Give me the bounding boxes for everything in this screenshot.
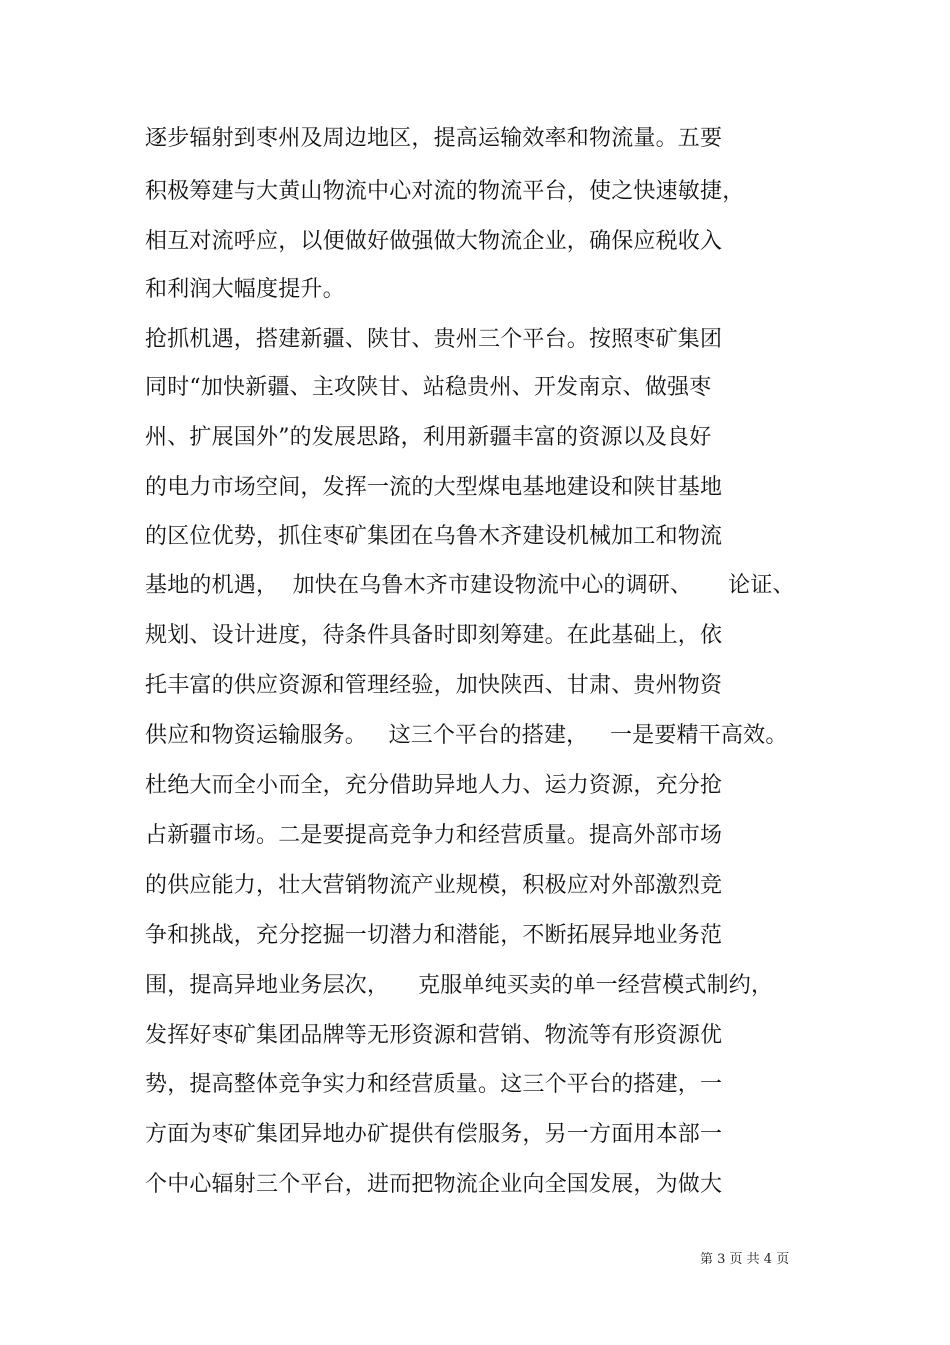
text-line: 托丰富的供应资源和管理经验，加快陕西、甘肃、贵州物资 [145, 673, 723, 698]
text-line: 的电力市场空间，发挥一流的大型煤电基地建设和陕甘基地 [145, 475, 723, 500]
text-line: 发挥好枣矿集团品牌等无形资源和营销、物流等有形资源优 [145, 1023, 723, 1048]
text-line: 基地的机遇， 加快在乌鲁木齐市建设物流中心的调研、 论证、 [145, 573, 795, 598]
text-line: 和利润大幅度提升。 [145, 277, 345, 302]
text-line: 杜绝大而全小而全，充分借助异地人力、运力资源，充分抢 [145, 773, 723, 798]
text-line: 围，提高异地业务层次， 克服单纯买卖的单一经营模式制约， [145, 973, 774, 998]
text-line: 争和挑战，充分挖掘一切潜力和潜能，不断拓展异地业务范 [145, 923, 723, 948]
text-line: 逐步辐射到枣州及周边地区，提高运输效率和物流量。五要 [145, 126, 723, 151]
text-line: 积极筹建与大黄山物流中心对流的物流平台，使之快速敏捷， [145, 179, 745, 204]
text-line: 州、扩展国外”的发展思路，利用新疆丰富的资源以及良好 [145, 425, 712, 450]
text-line: 同时“加快新疆、主攻陕甘、站稳贵州、开发南京、做强枣 [145, 375, 712, 400]
text-line: 方面为枣矿集团异地办矿提供有偿服务，另一方面用本部一 [145, 1122, 723, 1147]
text-line: 规划、设计进度，待条件具备时即刻筹建。在此基础上，依 [145, 623, 723, 648]
text-line: 势，提高整体竞争实力和经营质量。这三个平台的搭建，一 [145, 1072, 723, 1097]
text-line: 抢抓机遇，搭建新疆、陕甘、贵州三个平台。按照枣矿集团 [145, 327, 723, 352]
page-number-footer: 第 3 页 共 4 页 [700, 1252, 790, 1267]
text-line: 的供应能力，壮大营销物流产业规模，积极应对外部激烈竞 [145, 873, 723, 898]
text-line: 个中心辐射三个平台，进而把物流企业向全国发展，为做大 [145, 1172, 723, 1197]
text-line: 占新疆市场。二是要提高竞争力和经营质量。提高外部市场 [145, 823, 723, 848]
text-line: 供应和物资运输服务。 这三个平台的搭建， 一是要精干高效。 [145, 723, 788, 748]
text-line: 的区位优势，抓住枣矿集团在乌鲁木齐建设机械加工和物流 [145, 524, 723, 549]
text-line: 相互对流呼应，以便做好做强做大物流企业，确保应税收入 [145, 229, 723, 254]
